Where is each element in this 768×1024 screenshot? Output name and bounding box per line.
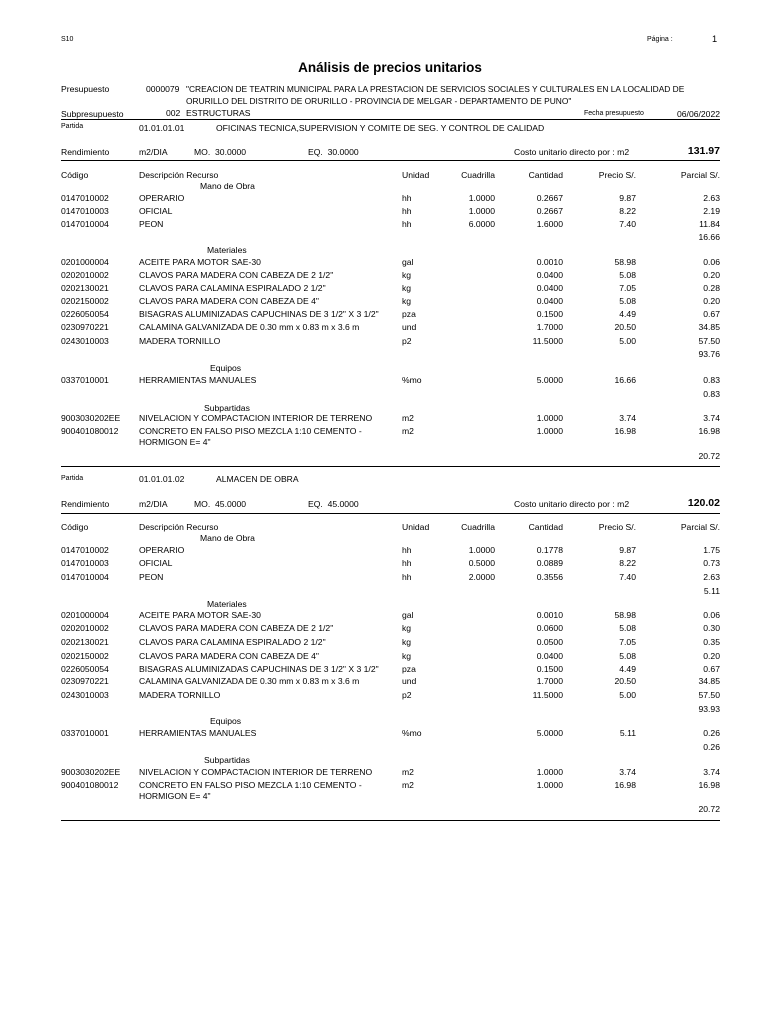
system-label: S10 [61,36,74,43]
row-code: 0147010003 [61,206,109,216]
row-code: 0202010002 [61,270,109,280]
row-cantidad: 0.1778 [536,545,563,555]
row-cantidad: 1.0000 [536,767,563,777]
row-desc: BISAGRAS ALUMINIZADAS CAPUCHINAS DE 3 1/2" X 3 1/2" [139,309,379,319]
col-precio: Precio S/. [598,170,636,180]
row-unit: p2 [402,336,412,346]
col-descripcion: Descripción Recurso [139,170,219,180]
rendimiento-unit: m2/DIA [139,499,168,509]
subpresupuesto-label: Subpresupuesto [61,109,124,119]
row-code: 0147010004 [61,572,109,582]
row-precio: 7.05 [619,283,636,293]
row-desc: CLAVOS PARA MADERA CON CABEZA DE 2 1/2" [139,623,334,633]
row-unit: m2 [402,413,414,423]
row-parcial: 2.63 [703,572,720,582]
row-desc: NIVELACION Y COMPACTACION INTERIOR DE TERRENO [139,413,373,423]
row-parcial: 57.50 [698,336,720,346]
row-parcial: 57.50 [698,690,720,700]
mo-value: MO. 30.0000 [194,147,247,157]
row-code: 900401080012 [61,780,119,790]
row-desc: ACEITE PARA MOTOR SAE-30 [139,257,261,267]
row-precio: 8.22 [619,558,636,568]
row-precio: 4.49 [619,664,636,674]
row-desc: BISAGRAS ALUMINIZADAS CAPUCHINAS DE 3 1/2" X 3 1/2" [139,664,379,674]
row-cantidad: 0.0010 [536,610,563,620]
row-precio: 3.74 [619,413,636,423]
row-cantidad: 11.5000 [532,690,563,700]
presupuesto-line-1: "CREACION DE TEATRIN MUNICIPAL PARA LA PRESTACION DE SERVICIOS SOCIALES Y CULTURALES EN LA LOCALIDAD DE [186,84,685,94]
row-precio: 20.50 [614,322,636,332]
row-cantidad: 0.0400 [536,651,563,661]
subpresupuesto-code: 002 [166,108,181,118]
page-label: Página : [647,36,673,43]
row-unit: kg [402,623,412,633]
row-precio: 7.40 [619,219,636,229]
row-parcial: 0.73 [703,558,720,568]
row-parcial: 11.84 [699,219,720,229]
fecha-label: Fecha presupuesto [584,110,644,117]
partida-label: Partida [61,475,84,482]
row-code: 0202130021 [61,283,109,293]
partida-name: ALMACEN DE OBRA [216,474,299,484]
row-unit: p2 [402,690,412,700]
row-unit: m2 [402,767,414,777]
costo-value: 120.02 [687,497,720,509]
row-unit: hh [402,219,412,229]
row-unit: %mo [402,728,422,738]
row-code: 0230970221 [61,676,109,686]
row-parcial: 16.98 [698,780,720,790]
row-cuadrilla: 1.0000 [468,193,495,203]
row-desc: CLAVOS PARA CALAMINA ESPIRALADO 2 1/2" [139,637,326,647]
row-desc: CLAVOS PARA MADERA CON CABEZA DE 4" [139,651,319,661]
row-cantidad: 0.1500 [536,664,563,674]
group-title-materiales: Materiales [207,599,247,609]
row-cantidad: 0.0500 [536,637,563,647]
group-title-mano-de-obra: Mano de Obra [200,533,255,543]
row-code: 0243010003 [61,690,109,700]
group-subtotal: 93.76 [698,349,720,359]
row-unit: und [402,322,417,332]
col-cantidad: Cantidad [528,170,563,180]
col-parcial: Parcial S/. [680,522,720,532]
row-parcial: 16.98 [698,426,720,436]
row-code: 900401080012 [61,426,119,436]
row-desc: CALAMINA GALVANIZADA DE 0.30 mm x 0.83 m x 3.6 m [139,676,360,686]
col-unidad: Unidad [402,522,430,532]
row-desc: MADERA TORNILLO [139,336,221,346]
row-code: 0202150002 [61,651,109,661]
row-precio: 5.00 [619,690,636,700]
row-code: 0147010003 [61,558,109,568]
rendimiento-label: Rendimiento [61,499,110,509]
group-title-subpartidas: Subpartidas [204,755,250,765]
col-codigo: Código [61,170,89,180]
subpresupuesto-name: ESTRUCTURAS [186,108,251,118]
row-code: 0147010004 [61,219,109,229]
row-unit: kg [402,651,412,661]
col-descripcion: Descripción Recurso [139,522,219,532]
row-code: 0230970221 [61,322,109,332]
row-unit: hh [402,193,412,203]
row-parcial: 2.63 [703,193,720,203]
row-cantidad: 1.7000 [536,322,563,332]
partida-name: OFICINAS TECNICA,SUPERVISION Y COMITE DE SEG. Y CONTROL DE CALIDAD [216,123,545,133]
col-parcial: Parcial S/. [680,170,720,180]
row-unit: gal [402,257,414,267]
costo-label: Costo unitario directo por : m2 [514,499,630,509]
row-parcial: 0.20 [703,270,720,280]
row-code: 0147010002 [61,545,109,555]
row-parcial: 0.06 [703,610,720,620]
row-precio: 16.98 [614,426,636,436]
row-cantidad: 0.0889 [536,558,563,568]
row-unit: und [402,676,417,686]
group-subtotal: 0.26 [703,742,720,752]
row-unit: hh [402,545,412,555]
row-precio: 5.00 [619,336,636,346]
group-title-materiales: Materiales [207,245,247,255]
row-code: 9003030202EE [61,413,121,423]
row-cantidad: 1.7000 [536,676,563,686]
group-title-mano-de-obra: Mano de Obra [200,181,255,191]
row-precio: 16.98 [614,780,636,790]
row-unit: %mo [402,375,422,385]
row-cantidad: 5.0000 [536,728,563,738]
row-precio: 58.98 [614,257,636,267]
row-unit: pza [402,309,416,319]
row-cantidad: 1.0000 [536,426,563,436]
eq-value: EQ. 30.0000 [308,147,359,157]
row-parcial: 0.20 [703,651,720,661]
row-cantidad: 0.0400 [536,270,563,280]
row-precio: 20.50 [614,676,636,686]
row-cantidad: 0.2667 [536,206,563,216]
row-parcial: 3.74 [703,413,720,423]
row-precio: 4.49 [619,309,636,319]
row-precio: 5.11 [619,728,636,738]
row-cantidad: 11.5000 [532,336,563,346]
row-desc: ACEITE PARA MOTOR SAE-30 [139,610,261,620]
row-cantidad: 0.0600 [536,623,563,633]
col-cuadrilla: Cuadrilla [461,170,495,180]
row-code: 0337010001 [61,375,109,385]
rendimiento-label: Rendimiento [61,147,110,157]
row-desc: CONCRETO EN FALSO PISO MEZCLA 1:10 CEMENTO - [139,780,362,790]
row-precio: 5.08 [619,623,636,633]
row-parcial: 0.67 [703,309,720,319]
eq-value: EQ. 45.0000 [308,499,359,509]
row-desc: OFICIAL [139,558,173,568]
row-desc: OPERARIO [139,193,185,203]
row-precio: 5.08 [619,296,636,306]
row-unit: kg [402,637,412,647]
row-precio: 9.87 [619,193,636,203]
row-precio: 58.98 [614,610,636,620]
row-cuadrilla: 1.0000 [468,206,495,216]
row-desc: HERRAMIENTAS MANUALES [139,728,257,738]
row-code: 0337010001 [61,728,109,738]
row-desc: PEON [139,219,164,229]
row-desc: OFICIAL [139,206,173,216]
group-subtotal: 0.83 [703,389,720,399]
presupuesto-code: 0000079 [146,84,180,94]
row-desc: OPERARIO [139,545,185,555]
row-parcial: 34.85 [698,676,720,686]
row-desc: CLAVOS PARA MADERA CON CABEZA DE 2 1/2" [139,270,334,280]
row-parcial: 0.26 [703,728,720,738]
group-subtotal: 20.72 [698,804,720,814]
row-cantidad: 1.0000 [536,413,563,423]
partida-code: 01.01.01.01 [139,123,185,133]
col-cuadrilla: Cuadrilla [461,522,495,532]
partida-divider [61,513,720,514]
section-divider [61,820,720,821]
row-cantidad: 0.2667 [536,193,563,203]
row-unit: hh [402,572,412,582]
row-desc: CLAVOS PARA MADERA CON CABEZA DE 4" [139,296,319,306]
row-unit: kg [402,270,412,280]
row-desc: PEON [139,572,164,582]
row-unit: hh [402,558,412,568]
partida-divider [61,160,720,161]
row-cuadrilla: 1.0000 [468,545,495,555]
row-desc: NIVELACION Y COMPACTACION INTERIOR DE TERRENO [139,767,373,777]
row-unit: m2 [402,426,414,436]
row-cantidad: 0.1500 [536,309,563,319]
row-parcial: 3.74 [703,767,720,777]
presupuesto-label: Presupuesto [61,84,110,94]
row-code: 0201000004 [61,610,109,620]
row-cantidad: 0.0400 [536,283,563,293]
mo-value: MO. 45.0000 [194,499,247,509]
row-code: 0202150002 [61,296,109,306]
fecha-value: 06/06/2022 [677,109,721,119]
row-precio: 7.05 [619,637,636,647]
row-cuadrilla: 6.0000 [468,219,495,229]
row-unit: hh [402,206,412,216]
row-precio: 5.08 [619,270,636,280]
row-desc: CLAVOS PARA CALAMINA ESPIRALADO 2 1/2" [139,283,326,293]
group-subtotal: 16.66 [698,232,720,242]
col-unidad: Unidad [402,170,430,180]
row-cantidad: 0.0010 [536,257,563,267]
row-precio: 16.66 [614,375,636,385]
row-desc: CALAMINA GALVANIZADA DE 0.30 mm x 0.83 m x 3.6 m [139,322,360,332]
row-code: 0147010002 [61,193,109,203]
row-cantidad: 5.0000 [536,375,563,385]
group-subtotal: 20.72 [698,451,720,461]
row-precio: 7.40 [619,572,636,582]
row-code: 9003030202EE [61,767,121,777]
row-cantidad: 0.3556 [536,572,563,582]
row-unit: gal [402,610,414,620]
row-unit: pza [402,664,416,674]
row-parcial: 2.19 [703,206,720,216]
group-subtotal: 93.93 [698,704,720,714]
row-precio: 3.74 [619,767,636,777]
row-cantidad: 1.6000 [536,219,563,229]
row-precio: 8.22 [619,206,636,216]
row-precio: 9.87 [619,545,636,555]
row-unit: kg [402,296,412,306]
presupuesto-line-2: ORURILLO DEL DISTRITO DE ORURILLO - PROVINCIA DE MELGAR - DEPARTAMENTO DE PUNO" [186,96,572,106]
rendimiento-unit: m2/DIA [139,147,168,157]
row-cantidad: 0.0400 [536,296,563,306]
group-title-subpartidas: Subpartidas [204,403,250,413]
row-cuadrilla: 2.0000 [468,572,495,582]
row-parcial: 0.06 [703,257,720,267]
row-code: 0202130021 [61,637,109,647]
row-desc-continued: HORMIGON E= 4" [139,791,211,801]
row-parcial: 1.75 [703,545,720,555]
row-parcial: 34.85 [698,322,720,332]
row-parcial: 0.35 [703,637,720,647]
row-parcial: 0.83 [703,375,720,385]
row-code: 0226050054 [61,309,109,319]
row-code: 0202010002 [61,623,109,633]
group-title-equipos: Equipos [210,716,242,726]
row-parcial: 0.67 [703,664,720,674]
group-subtotal: 5.11 [703,586,720,596]
col-cantidad: Cantidad [528,522,563,532]
page-title: Análisis de precios unitarios [298,60,482,75]
row-desc: MADERA TORNILLO [139,690,221,700]
row-parcial: 0.30 [703,623,720,633]
section-divider [61,466,720,467]
page-number: 1 [712,34,718,44]
col-codigo: Código [61,522,89,532]
col-precio: Precio S/. [598,522,636,532]
partida-code: 01.01.01.02 [139,474,185,484]
row-unit: m2 [402,780,414,790]
row-code: 0226050054 [61,664,109,674]
row-desc: CONCRETO EN FALSO PISO MEZCLA 1:10 CEMENTO - [139,426,362,436]
row-parcial: 0.20 [703,296,720,306]
costo-label: Costo unitario directo por : m2 [514,147,630,157]
row-code: 0243010003 [61,336,109,346]
partida-label: Partida [61,123,84,130]
row-cantidad: 1.0000 [536,780,563,790]
row-code: 0201000004 [61,257,109,267]
row-desc-continued: HORMIGON E= 4" [139,437,211,447]
row-desc: HERRAMIENTAS MANUALES [139,375,257,385]
row-unit: kg [402,283,412,293]
header-divider [61,119,720,120]
costo-value: 131.97 [687,145,720,157]
row-precio: 5.08 [619,651,636,661]
group-title-equipos: Equipos [210,363,242,373]
row-cuadrilla: 0.5000 [468,558,495,568]
row-parcial: 0.28 [703,283,720,293]
